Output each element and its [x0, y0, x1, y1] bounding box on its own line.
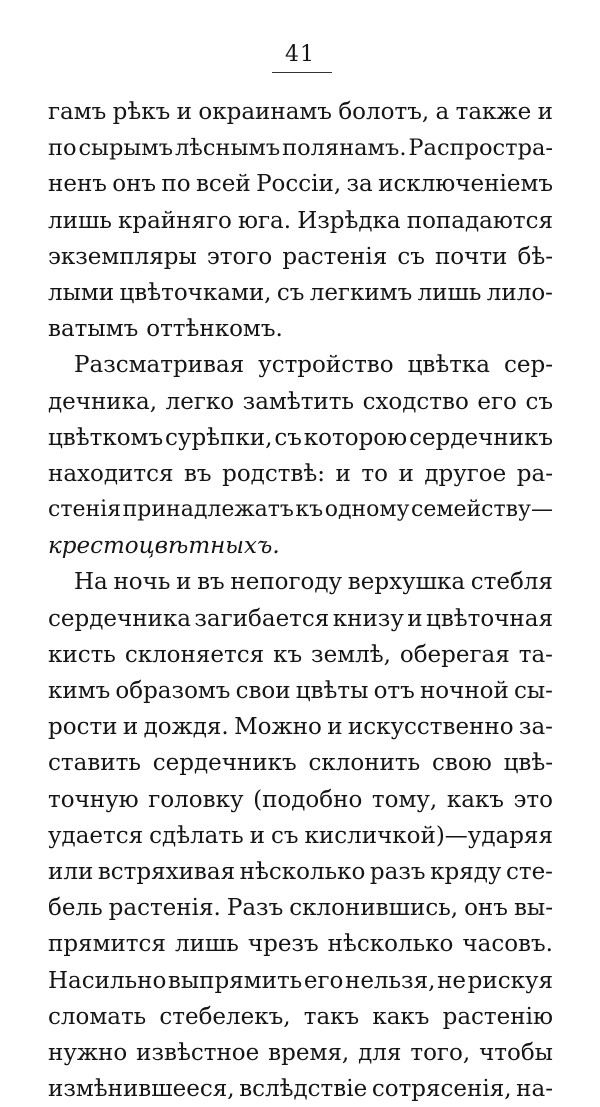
word: это	[513, 786, 553, 813]
word: На	[74, 569, 108, 596]
word: Разъ	[226, 895, 284, 922]
word: легкимъ	[309, 279, 413, 306]
word: также	[455, 99, 532, 125]
word: этого	[206, 243, 273, 270]
word: удается	[48, 822, 144, 849]
word: стебля	[470, 569, 553, 596]
word: свою	[432, 750, 492, 777]
text-line	[48, 564, 553, 600]
paragraph	[48, 564, 553, 1107]
word: и	[398, 460, 414, 487]
word: находится	[48, 460, 174, 487]
word: растенію	[442, 1003, 553, 1030]
word: Насильно	[48, 967, 167, 994]
word: образомъ	[115, 678, 231, 704]
word: полянамъ.	[282, 135, 407, 162]
text-line	[48, 166, 553, 202]
word: съ	[271, 822, 299, 849]
word: цвѣтка	[407, 352, 491, 379]
paragraph	[48, 347, 553, 564]
text-line	[48, 275, 553, 311]
word: и	[335, 460, 351, 487]
word: и	[176, 99, 192, 125]
word: склонившись,	[289, 895, 459, 922]
text-line	[48, 782, 553, 818]
word: разъ	[369, 858, 426, 885]
word: ватымъ	[48, 316, 139, 343]
word: чрезъ	[247, 931, 319, 958]
text-line	[48, 94, 553, 130]
text-line	[48, 456, 553, 492]
word: ненъ	[48, 171, 107, 198]
word: стенія	[48, 497, 122, 523]
word: его	[303, 967, 344, 994]
word: на-	[516, 1076, 553, 1103]
word: цвѣ-	[503, 750, 553, 777]
word: и	[249, 822, 265, 849]
word: склонить	[308, 750, 421, 777]
word: лишь	[48, 207, 112, 234]
word: сер-	[504, 352, 553, 379]
word: лѣснымъ	[175, 135, 281, 162]
text-line	[48, 745, 553, 781]
word: рости	[48, 714, 118, 741]
word: онъ	[112, 171, 157, 198]
word: къ	[273, 641, 303, 668]
word: или	[48, 858, 94, 885]
word: крайняго	[117, 207, 232, 234]
word: то	[361, 460, 388, 487]
word: кимъ	[48, 678, 111, 704]
word: цвѣты	[295, 678, 369, 704]
word: родствѣ:	[222, 460, 325, 487]
word: онъ	[464, 895, 508, 922]
word: стебелекъ,	[159, 1003, 291, 1030]
text-line	[48, 384, 553, 420]
word: не	[437, 967, 467, 994]
word: въ	[197, 569, 225, 596]
word: сердечникъ	[409, 424, 553, 451]
word: нѣсколько	[327, 931, 454, 958]
word: растенія	[282, 243, 388, 270]
word: искусственно	[347, 714, 514, 741]
word: исключеніемъ	[378, 171, 553, 198]
word: по	[161, 171, 191, 198]
word: сердечникъ	[152, 750, 297, 777]
word: Изрѣдка	[297, 207, 401, 234]
text-line	[48, 673, 553, 709]
word: крестоцвѣтныхъ.	[48, 533, 280, 560]
word: чтобы	[479, 1039, 553, 1066]
word: а	[435, 99, 450, 125]
text-line	[48, 347, 553, 383]
word: принадлежатъ	[122, 497, 294, 523]
word: всей	[195, 171, 251, 198]
word: какъ	[446, 786, 504, 813]
word: и	[407, 605, 423, 632]
word: склоняется	[124, 641, 265, 668]
text-line	[48, 854, 553, 890]
word: непогоду	[230, 569, 343, 596]
text-line	[48, 926, 553, 962]
word: дечника,	[48, 388, 158, 415]
word: почти	[434, 243, 508, 270]
word: юга.	[237, 207, 292, 234]
word: легко	[165, 388, 235, 415]
word: прямится	[48, 931, 166, 958]
word: и	[122, 714, 139, 741]
word: Можно	[234, 714, 322, 741]
word: и	[537, 99, 553, 125]
word: для	[358, 1039, 402, 1066]
word: сломать	[48, 1003, 147, 1030]
word: отъ	[373, 678, 415, 704]
word: сходство	[362, 388, 469, 415]
word: рискуя	[467, 967, 553, 994]
word: рѣкъ	[112, 99, 171, 125]
word: того,	[410, 1039, 471, 1066]
word: и	[176, 569, 192, 596]
word: (подобно	[253, 786, 363, 813]
page-number-rule	[272, 72, 332, 73]
word: извѣстное	[136, 1039, 260, 1066]
word: вы-	[513, 895, 553, 922]
word: оберегая	[399, 641, 510, 668]
body-text	[48, 94, 553, 1107]
word: ночь	[113, 569, 171, 596]
word: за-	[518, 714, 553, 741]
word: встряхивая	[97, 858, 236, 885]
word: книзу	[332, 605, 404, 632]
word: сурѣпки,	[165, 424, 273, 451]
word: какъ	[372, 1003, 430, 1030]
text-line	[48, 130, 553, 166]
text-line	[48, 239, 553, 275]
word: верхушка	[347, 569, 466, 596]
word: лишь	[174, 931, 239, 958]
text-line	[48, 528, 553, 564]
word: экземпляры	[48, 243, 197, 270]
word: сырымъ	[78, 135, 174, 162]
word: ставить	[48, 750, 141, 777]
word: сотрясенія,	[371, 1076, 512, 1103]
word: которою	[303, 424, 408, 451]
word: одному	[324, 497, 410, 523]
word: вслѣдствіе	[239, 1076, 368, 1103]
word: по	[48, 135, 77, 162]
word: его	[477, 388, 517, 415]
word: съ	[276, 279, 305, 306]
word: бель	[48, 895, 103, 922]
word: лило-	[486, 279, 553, 306]
text-line	[48, 311, 553, 347]
text-line	[48, 890, 553, 926]
word: время,	[268, 1039, 350, 1066]
text-line	[48, 999, 553, 1035]
word: тому,	[371, 786, 438, 813]
word: кряду	[430, 858, 502, 885]
word: нужно	[48, 1039, 128, 1066]
word: растенія.	[108, 895, 221, 922]
word: цвѣточная	[426, 605, 553, 632]
text-line	[48, 818, 553, 854]
word: цвѣточками,	[119, 279, 272, 306]
word: и	[327, 714, 343, 741]
word: головку	[148, 786, 244, 813]
word: за	[346, 171, 373, 198]
word: окраинамъ	[198, 99, 332, 125]
text-line	[48, 601, 553, 637]
word: съ	[397, 243, 425, 270]
word: къ	[295, 497, 324, 523]
word: Россіи,	[256, 171, 342, 198]
word: лишь	[417, 279, 482, 306]
word: гамъ	[48, 99, 107, 125]
word: та-	[518, 641, 553, 668]
word: ночной	[419, 678, 509, 704]
word: загибается	[194, 605, 330, 632]
word: нѣсколько	[239, 858, 366, 885]
word: устройство	[258, 352, 394, 379]
word: Распростра-	[408, 135, 553, 162]
word: выпрямить	[167, 967, 303, 994]
text-line	[48, 637, 553, 673]
word: нельзя,	[344, 967, 436, 994]
word: сы-	[513, 678, 553, 704]
word: съ	[525, 388, 553, 415]
word: оттѣнкомъ.	[146, 316, 283, 343]
text-line	[48, 1035, 553, 1071]
word: кисличкой)—ударяя	[304, 822, 553, 849]
word: такъ	[303, 1003, 360, 1030]
word: Разсматривая	[74, 352, 245, 379]
word: часовъ.	[462, 931, 553, 958]
word: съ	[274, 424, 302, 451]
word: цвѣткомъ	[48, 424, 164, 451]
word: точную	[48, 786, 139, 813]
text-line	[48, 963, 553, 999]
word: измѣнившееся,	[48, 1076, 235, 1103]
word: кисть	[48, 641, 116, 668]
word: болотъ,	[338, 99, 430, 125]
word: попадаются	[406, 207, 553, 234]
word: свои	[235, 678, 291, 704]
text-line	[48, 492, 553, 528]
text-line	[48, 1071, 553, 1107]
word: бѣ-	[517, 243, 553, 270]
word: лыми	[48, 279, 115, 306]
word: другое	[424, 460, 507, 487]
word: сердечника	[48, 605, 191, 632]
text-line	[48, 203, 553, 239]
word: сдѣлать	[149, 822, 244, 849]
word: ра-	[516, 460, 553, 487]
word: въ	[183, 460, 212, 487]
text-line	[48, 709, 553, 745]
word: замѣтить	[242, 388, 354, 415]
word: семейству—	[411, 497, 553, 523]
text-line	[48, 420, 553, 456]
word: землѣ,	[311, 641, 391, 668]
word: сте-	[505, 858, 553, 885]
page-number: 41	[285, 42, 315, 67]
paragraph	[48, 94, 553, 347]
word: дождя.	[143, 714, 229, 741]
